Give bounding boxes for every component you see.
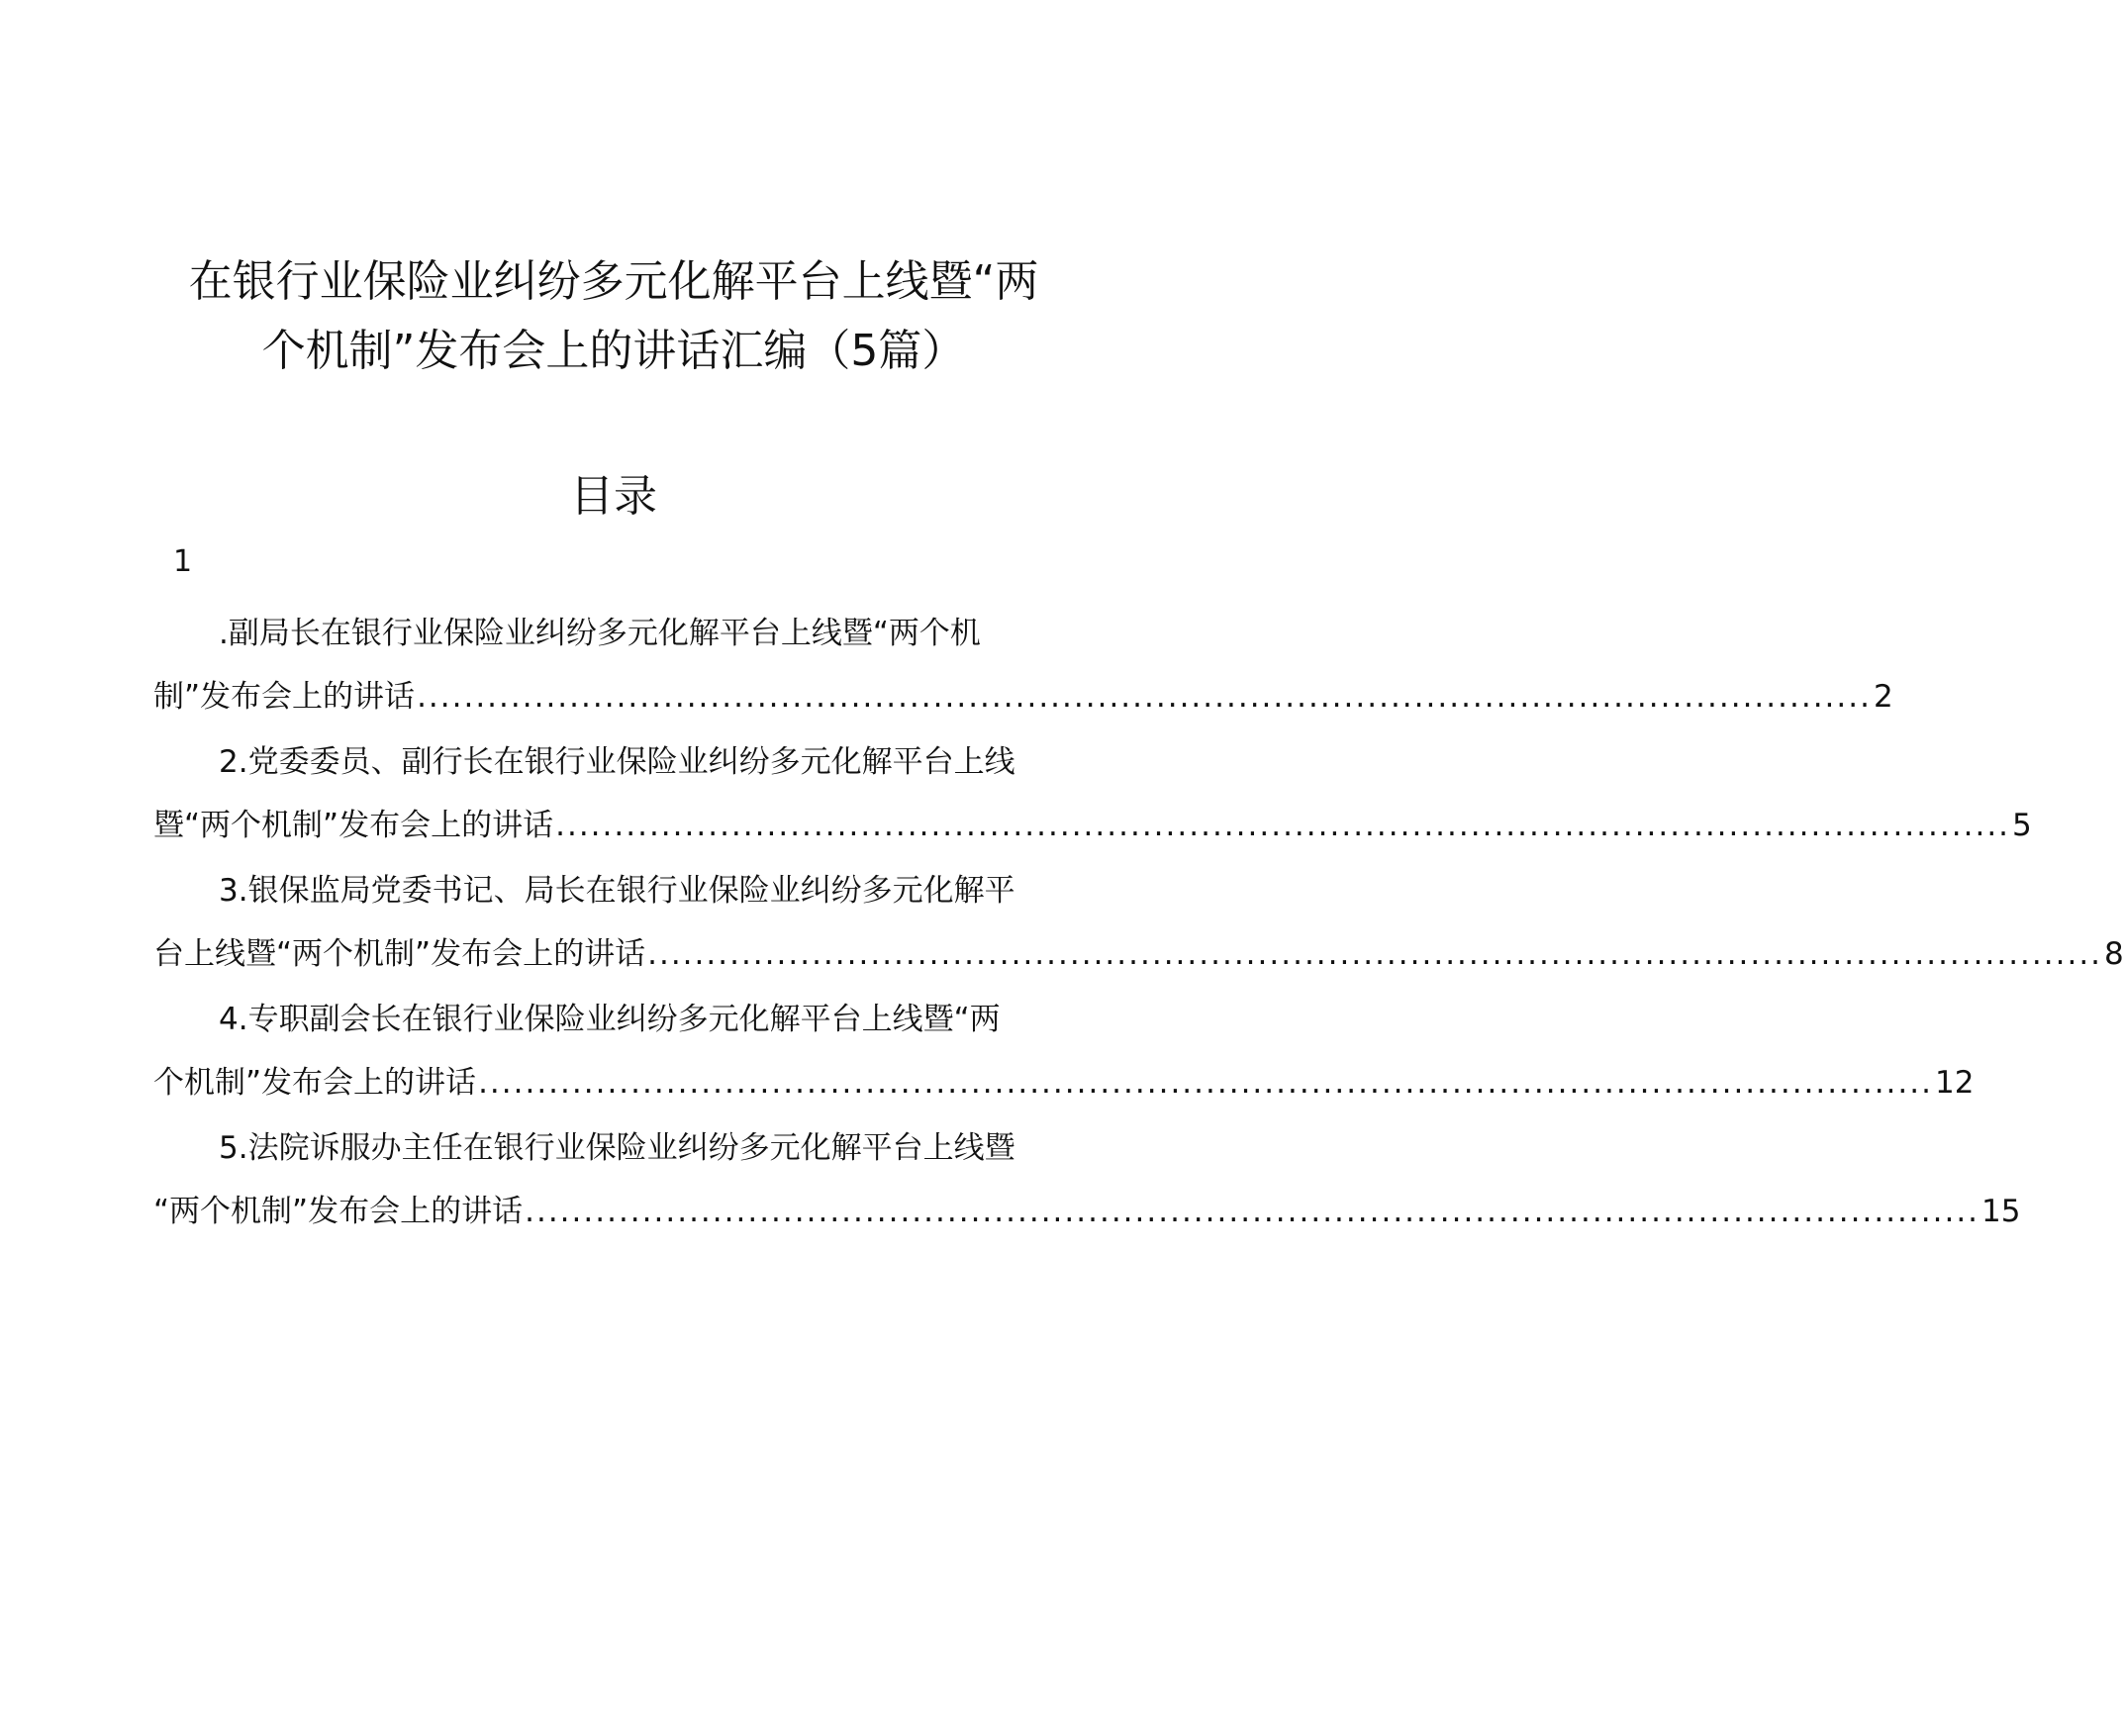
toc-entry-3[interactable] (153, 859, 2124, 986)
toc-entry-5[interactable] (153, 1116, 2021, 1243)
toc-entry-title-line-2: 个机制”发布会上的讲话 (153, 1065, 477, 1101)
document-title-line-1: 在银行业保险业纠纷多元化解平台上线暨“两 (188, 256, 1039, 307)
toc-page-number: 15 (1981, 1194, 2021, 1229)
toc-entry-4[interactable] (153, 988, 1975, 1114)
toc-dot-leader: ............................................................................................................................ (525, 1194, 1980, 1229)
toc-entry-title-line-1: 5.法院诉服办主任在银行业保险业纠纷多元化解平台上线暨 (219, 1130, 1015, 1166)
toc-entry-title-line-1: 3.银保监局党委书记、局长在银行业保险业纠纷多元化解平 (219, 873, 1015, 909)
toc-entry-title-line-1: 2.党委委员、副行长在银行业保险业纠纷多元化解平台上线 (219, 744, 1015, 780)
toc-entry-title-line-1: .副局长在银行业保险业纠纷多元化解平台上线暨“两个机 (219, 616, 981, 651)
toc-entry-title-line-2-row (153, 1051, 1975, 1114)
toc-page-number: 8 (2104, 936, 2124, 972)
toc-entry-title-line-2: 制”发布会上的讲话 (153, 679, 416, 715)
toc-page-number: 12 (1934, 1065, 1975, 1101)
toc-dot-leader: ............................................................................................................................ (555, 808, 2011, 843)
document-title (148, 247, 1079, 386)
toc-stray-number: 1 (173, 544, 193, 579)
toc-dot-leader: ............................................................................................................................ (478, 1065, 1933, 1101)
toc-page-number: 2 (1873, 679, 1893, 715)
toc-dot-leader: ............................................................................................................................ (647, 936, 2103, 972)
toc-entry-title-line-2-row (153, 922, 2124, 986)
toc-page-number: 5 (2012, 808, 2032, 843)
toc-entry-title-line-2: 暨“两个机制”发布会上的讲话 (153, 808, 554, 843)
toc-entry-title-line-2: 台上线暨“两个机制”发布会上的讲话 (153, 936, 646, 972)
toc-entry-title-line-2-row (153, 794, 2032, 857)
toc-entry-1[interactable] (153, 602, 1893, 728)
toc-entry-title-line-2-row (153, 665, 1893, 728)
table-of-contents (153, 602, 2124, 1245)
document-title-line-2: 个机制”发布会上的讲话汇编（5篇） (261, 326, 966, 376)
toc-entry-2[interactable] (153, 730, 2032, 857)
toc-entry-title-line-2: “两个机制”发布会上的讲话 (153, 1194, 524, 1229)
toc-dot-leader: ............................................................................................................................ (417, 679, 1872, 715)
toc-heading: 目录 (570, 471, 657, 522)
toc-entry-title-line-1: 4.专职副会长在银行业保险业纠纷多元化解平台上线暨“两 (219, 1002, 1001, 1037)
toc-entry-title-line-2-row (153, 1180, 2021, 1243)
